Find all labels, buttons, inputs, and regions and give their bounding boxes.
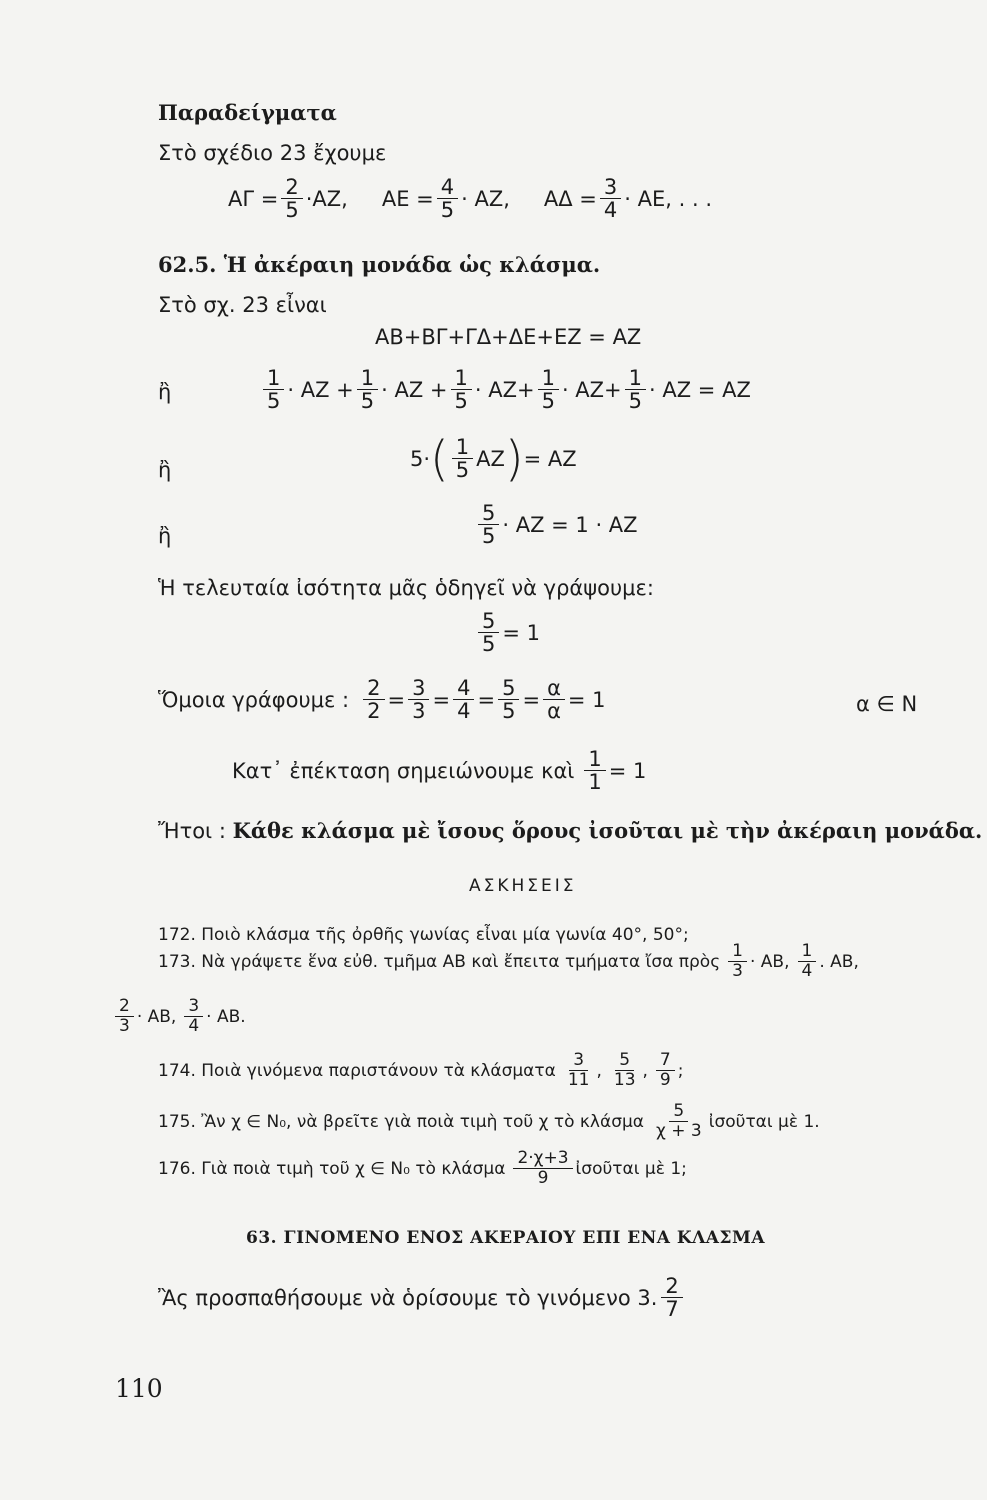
equals-sign: =: [477, 688, 496, 713]
last-equality-text: Ἡ τελευταία ἰσότητα μᾶς ὁδηγεῖ νὰ γράψουμε:: [158, 576, 654, 600]
eq-term: · ΑΖ = ΑΖ: [649, 378, 751, 403]
exercise-173: [158, 943, 859, 981]
figure-line-text: Στὸ σχ. 23 εἶναι: [158, 293, 327, 317]
fraction-equals-one: [475, 610, 540, 656]
fraction: $\frac{5}{13}$: [613, 1050, 636, 1090]
exercise-176: [158, 1150, 687, 1188]
extension-text: Κατ᾿ ἐπέκταση σημειώνουμε καὶ: [232, 759, 575, 784]
right-paren: ): [504, 431, 524, 487]
eq-term: · ΑΖ +: [287, 378, 354, 403]
eq-term: · ΑΖ = 1 · ΑΖ: [502, 513, 638, 538]
eq-term: ἰσοῦται μὲ 1.: [708, 1111, 820, 1132]
fraction: $\frac{3}{3}$: [408, 677, 429, 723]
fraction: $\frac{1}{5}$: [451, 367, 472, 413]
eq-term: · ΑΒ.: [206, 1006, 246, 1027]
section-title-63: 63. ΓΙΝΟΜΕΝΟ ΕΝΟΣ ΑΚΕΡΑΙΟΥ ΕΠΙ ΕΝΑ ΚΛΑΣΜΑ: [246, 1228, 766, 1248]
fraction: $\frac{1}{5}$: [625, 367, 646, 413]
fraction: $\frac{2}{7}$: [661, 1275, 682, 1321]
fraction: $\frac{1}{5}$: [263, 367, 284, 413]
fraction: $\frac{2\cdot\chi+3}{9}$: [513, 1150, 572, 1188]
eq-term: = ΑΖ: [523, 447, 577, 471]
or-word: ἢ: [158, 524, 172, 548]
page-number: 110: [115, 1374, 163, 1403]
equation-fractions-line: [228, 176, 712, 222]
rule-statement: Κάθε κλάσμα μὲ ἴσους ὅρους ἰσοῦται μὲ τὴν ἀκέραιη μονάδα.: [232, 818, 983, 843]
fraction: $\frac{5}{5}$: [478, 610, 499, 656]
fraction: $\frac{3}{11}$: [567, 1050, 590, 1090]
eq-term: . ΑΒ,: [819, 951, 859, 972]
eq-term: · ΑΖ+: [561, 378, 622, 403]
exercise-173-continued: [112, 998, 246, 1036]
similarly-equation: [158, 677, 606, 723]
fraction: $\frac{2}{5}$: [281, 176, 302, 222]
fraction: $\frac{\alpha}{\alpha}$: [543, 677, 565, 723]
exercise-text: 173. Νὰ γράψετε ἕνα εὐθ. τμῆμα ΑΒ καὶ ἔπειτα τμήματα ἴσα πρὸς: [158, 951, 721, 972]
or-word: ἢ: [158, 458, 172, 482]
exercise-text: 174. Ποιὰ γινόμενα παριστάνουν τὰ κλάσματα: [158, 1060, 556, 1081]
examples-heading: Παραδείγματα: [158, 100, 337, 125]
left-paren: (: [430, 431, 449, 487]
exercise-text: 176. Γιὰ ποιὰ τιμὴ τοῦ χ ∈ Ν₀ τὸ κλάσμα: [158, 1158, 506, 1179]
exercise-172: 172. Ποιὸ κλάσμα τῆς ὀρθῆς γωνίας εἶναι μία γωνία 40°, 50°;: [158, 925, 689, 945]
rule-line: [158, 818, 982, 843]
exercise-text: 175. Ἂν χ ∈ Ν₀, νὰ βρεῖτε γιὰ ποιὰ τιμὴ τοῦ χ τὸ κλάσμα: [158, 1111, 644, 1132]
fraction: $\frac{4}{4}$: [453, 677, 474, 723]
fraction: $\frac{5}{5}$: [478, 502, 499, 548]
sum-equation: ΑΒ+ΒΓ+ΓΔ+ΔΕ+ΕΖ = ΑΖ: [375, 325, 642, 349]
product-intro-line: [158, 1275, 686, 1321]
eq-term: · ΑΖ +: [381, 378, 448, 403]
eq-ad-label: ΑΔ =: [543, 187, 597, 212]
paren-equation: [410, 431, 577, 487]
fraction: $\frac{1}{5}$: [538, 367, 559, 413]
fraction: $\frac{1}{4}$: [798, 943, 817, 981]
eq-term: ;: [677, 1060, 684, 1081]
eq-term: 5·: [410, 447, 431, 471]
fraction: $\frac{2}{3}$: [115, 998, 134, 1036]
product-intro-text: Ἂς προσπαθήσουμε νὰ ὁρίσουμε τὸ γινόμενο 3.: [158, 1286, 658, 1311]
eq-term: ·ΑΖ,: [305, 187, 348, 212]
fraction: $\frac{3}{4}$: [184, 998, 203, 1036]
eq-term: = 1: [608, 759, 647, 784]
eq-ag-label: ΑΓ =: [228, 187, 279, 212]
or-word: ἢ: [158, 380, 172, 404]
eq-term: · ΑΒ,: [136, 1006, 177, 1027]
eq-term: · ΑΕ, . . .: [624, 187, 712, 212]
eq-term: · ΑΒ,: [750, 951, 790, 972]
fraction: $\frac{1}{5}$: [452, 436, 473, 482]
exercises-heading: ΑΣΚΗΣΕΙΣ: [469, 876, 577, 896]
eq-term: ἰσοῦται μὲ 1;: [575, 1158, 687, 1179]
eq-term: = 1: [502, 621, 541, 646]
rule-lead: Ἤτοι :: [158, 819, 226, 843]
eq-ae-label: ΑΕ =: [381, 187, 434, 212]
equals-sign: =: [432, 688, 451, 713]
exercise-175: [158, 1103, 820, 1141]
alpha-condition: α ∈ Ν: [856, 692, 918, 716]
fifths-sum-equation: [260, 367, 751, 413]
section-title-62-5: 62.5. Ἡ ἀκέραιη μονάδα ὡς κλάσμα.: [158, 252, 601, 277]
fraction: $\frac{1}{5}$: [357, 367, 378, 413]
equals-sign: =: [387, 688, 406, 713]
fraction: $\frac{3}{4}$: [600, 176, 621, 222]
extension-line: [232, 748, 646, 794]
fraction: $\frac{5}{5}$: [498, 677, 519, 723]
fraction: $\frac{1}{1}$: [584, 748, 605, 794]
eq-term: · ΑΖ+: [474, 378, 535, 403]
five-fifths-equation: [475, 502, 638, 548]
fraction: $\frac{5}{\chi + 3}$: [656, 1101, 702, 1141]
fraction: $\frac{2}{2}$: [363, 677, 384, 723]
fraction: $\frac{7}{9}$: [656, 1052, 675, 1090]
eq-term: ΑΖ: [476, 447, 505, 471]
fraction: $\frac{4}{5}$: [437, 176, 458, 222]
eq-term: = 1: [567, 688, 606, 713]
equals-sign: =: [522, 688, 541, 713]
similarly-label: Ὅμοια γράφουμε :: [158, 688, 350, 713]
eq-term: · ΑΖ,: [461, 187, 510, 212]
exercise-174: 174. Ποιὰ γινόμενα παριστάνουν τὰ κλάσματα $\frac{3}{11}$ , $\frac{5}{13}$ , $\frac{7}{9}$ ;: [158, 1050, 684, 1090]
fraction: $\frac{1}{3}$: [728, 943, 747, 981]
figure-intro-text: Στὸ σχέδιο 23 ἔχουμε: [158, 141, 387, 165]
